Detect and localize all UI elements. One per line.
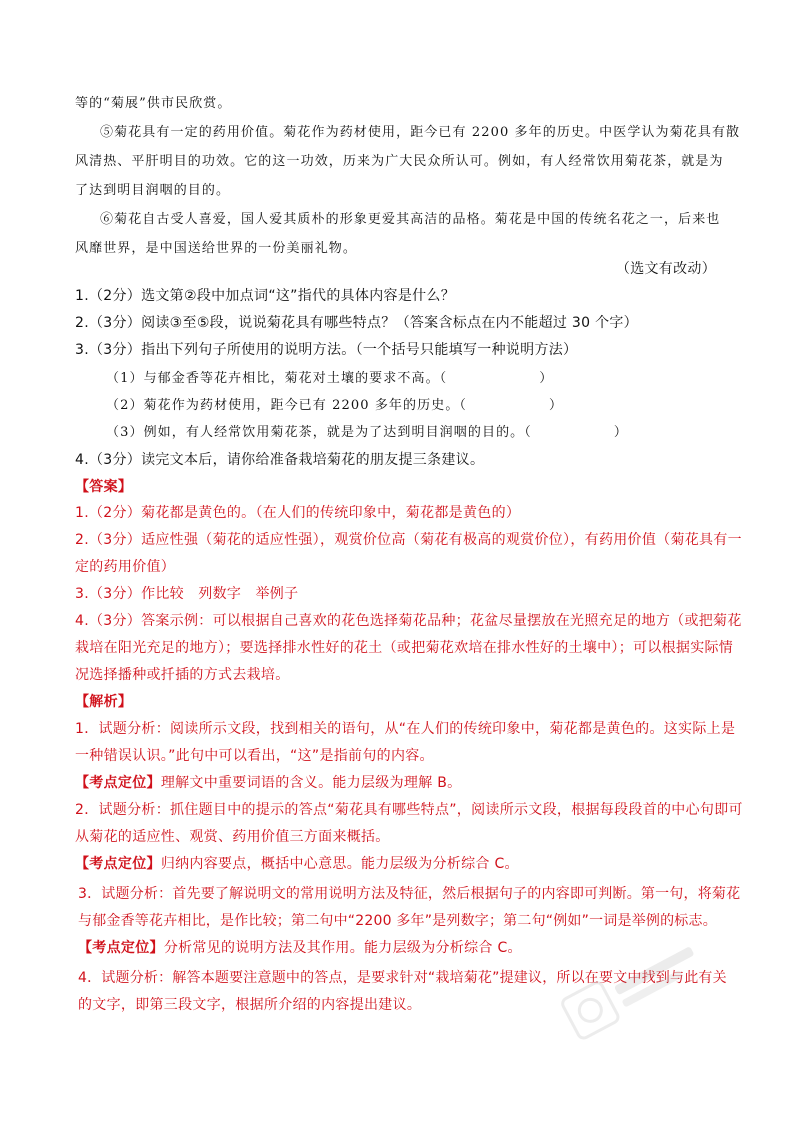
closing-paren: ） <box>539 371 554 386</box>
question-3-sentence-3 <box>106 426 628 439</box>
key-point-text: 归纳内容要点，概括中心意思。能力层级为分析综合 C。 <box>160 856 519 872</box>
question-2: 2.（3分）阅读③至⑤段，说说菊花具有哪些特点？（答案含标点在内不能超过 30 个字） <box>75 315 638 331</box>
question-4: 4.（3分）读完文本后，请你给准备栽培菊花的朋友提三条建议。 <box>75 452 485 468</box>
answer-4-line: 况选择播种或扦插的方式去栽培。 <box>75 667 290 683</box>
passage-paragraph-5-line: 风清热、平肝明目的功效。它的这一功效，历来为广大民众所认可。例如，有人经常饮用菊花茶，就是为 <box>75 154 724 169</box>
key-point-tag: 【考点定位】 <box>75 856 161 872</box>
answer-1: 1.（2分）菊花都是黄色的。（在人们的传统印象中，菊花都是黄色的） <box>75 505 521 521</box>
analysis-1-line: 一种错误认识。”此句中可以看出，“这”是指前句的内容。 <box>75 748 434 764</box>
key-point-tag: 【考点定位】 <box>75 775 161 791</box>
analysis-3-line: 3．试题分析：首先要了解说明文的常用说明方法及特征，然后根据句子的内容即可判断。第一句，将菊花 <box>78 886 741 902</box>
analysis-2-line: 2．试题分析：抓住题目中的提示的答点“菊花具有哪些特点”，阅读所示文段，根据每段段首的中心句即可 <box>75 802 743 818</box>
answer-3: 3.（3分）作比较 列数字 举例子 <box>75 586 299 602</box>
analysis-4-line: 的文字，即第三段文字，根据所介绍的内容提出建议。 <box>78 997 422 1013</box>
analysis-3-line: 与郁金香等花卉相比，是作比较；第二句中“2200 多年”是列数字；第二句“例如”一词是举例的标志。 <box>78 913 717 929</box>
key-point-1 <box>75 776 461 790</box>
question-1: 1.（2分）选文第②段中加点词“这”指代的具体内容是什么？ <box>75 288 456 304</box>
closing-paren: ） <box>613 425 628 440</box>
passage-paragraph-5-line: ⑤菊花具有一定的药用价值。菊花作为药材使用，距今已有 2200 多年的历史。中医学认为菊花具有散 <box>100 125 741 140</box>
key-point-tag: 【考点定位】 <box>78 940 164 956</box>
question-3: 3.（3分）指出下列句子所使用的说明方法。（一个括号只能填写一种说明方法） <box>75 342 578 358</box>
analysis-heading: 【解析】 <box>75 694 133 710</box>
passage-paragraph-6-line: ⑥菊花自古受人喜爱，国人爱其质朴的形象更爱其高洁的品格。菊花是中国的传统名花之一，后来也 <box>100 212 721 227</box>
key-point-text: 分析常见的说明方法及其作用。能力层级为分析综合 C。 <box>163 940 522 956</box>
question-3-sentence-2 <box>106 399 563 412</box>
passage-paragraph-5-line: 了达到明目润咽的目的。 <box>75 183 231 198</box>
passage-paragraph-6-line: 风靡世界，是中国送给世界的一份美丽礼物。 <box>75 241 358 256</box>
analysis-1-line: 1．试题分析：阅读所示文段，找到相关的语句，从“在人们的传统印象中，菊花都是黄色的。这实际上是 <box>75 721 736 737</box>
sentence-text: （3）例如，有人经常饮用菊花茶，就是为了达到明目润咽的目的。（ <box>106 425 532 440</box>
answer-heading: 【答案】 <box>75 479 133 495</box>
sentence-text: （1）与郁金香等花卉相比，菊花对土壤的要求不高。（ <box>106 371 448 386</box>
key-point-3 <box>78 941 522 955</box>
sentence-text: （2）菊花作为药材使用，距今已有 2200 多年的历史。（ <box>106 398 468 413</box>
answer-4-line: 栽培在阳光充足的地方）；要选择排水性好的花土（或把菊花欢培在排水性好的土壤中）；可以根据实际情 <box>75 640 734 656</box>
answer-4-line: 4.（3分）答案示例：可以根据自己喜欢的花色选择菊花品种；花盆尽量摆放在光照充足的地方（或把菊花 <box>75 613 742 629</box>
key-point-text: 理解文中重要词语的含义。能力层级为理解 B。 <box>160 775 462 791</box>
question-3-sentence-1 <box>106 372 553 385</box>
answer-2-line: 2.（3分）适应性强（菊花的适应性强），观赏价位高（菊花有极高的观赏价位），有药用价值（菊花具有一 <box>75 532 742 548</box>
key-point-2 <box>75 857 519 871</box>
source-note: （选文有改动） <box>615 261 716 277</box>
answer-2-line: 定的药用价值） <box>75 559 176 575</box>
watermark-seal-icon <box>552 924 717 1056</box>
analysis-2-line: 从菊花的适应性、观赏、药用价值三方面来概括。 <box>75 829 390 845</box>
passage-line: 等的“菊展”供市民欣赏。 <box>75 96 232 111</box>
closing-paren: ） <box>549 398 564 413</box>
analysis-4-line: 4．试题分析：解答本题要注意题中的答点，是要求针对“栽培菊花”提建议，所以在要文中找到与此有关 <box>78 970 727 986</box>
